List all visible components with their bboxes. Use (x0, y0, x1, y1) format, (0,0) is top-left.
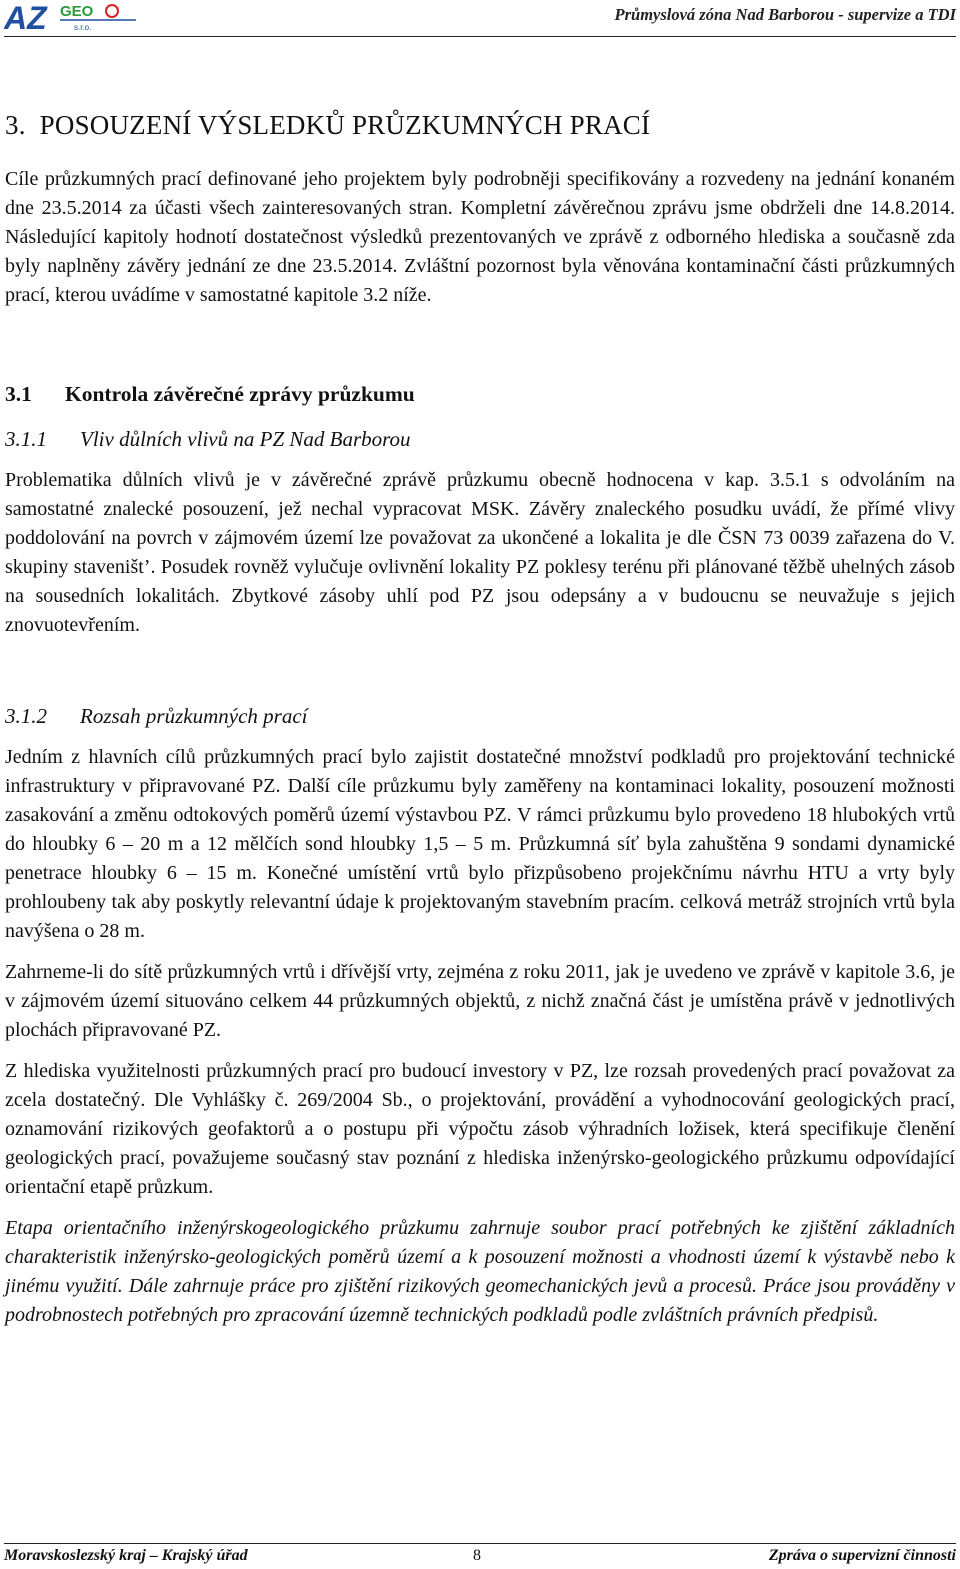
paragraph: Zahrneme-li do sítě průzkumných vrtů i dřívější vrty, zejména z roku 2011, jak je uvedeno ve zprávě v kapitole 3.6, je v zájmovém území situováno celkem 44 průzkumných objektů, z nichž značná část je umístěna právě v jednotlivých plochách připravované PZ. (5, 961, 955, 1041)
section-title: Vliv důlních vlivů na PZ Nad Barborou (80, 427, 411, 451)
footer-right: Zpráva o supervizní činnosti (768, 1547, 956, 1564)
footer-divider (4, 1543, 956, 1544)
company-logo (4, 2, 144, 32)
page-footer (0, 1535, 960, 1569)
page-number: 8 (473, 1547, 481, 1564)
section-number: 3.1 (5, 382, 32, 406)
logo-sro-text: s.r.o. (74, 23, 92, 32)
logo-geo-text: GEO (60, 3, 94, 20)
section-number: 3.1.2 (5, 704, 47, 728)
paragraph: Problematika důlních vlivů je v závěrečné zprávě průzkumu obecně hodnocena v kap. 3.5.1 s odvoláním na samostatné znalecké posouzení, jež nechal vypracovat MSK. Závěry znaleckého posudku uvádí, že přímé vlivy poddolování na povrch v zájmovém území lze považovat za ukončené a lokalita je dle ČSN 73 0039 zařazena do V. skupiny staveništ’. Posudek rovněž vylučuje ovlivnění lokality PZ poklesy terénu při plánované těžbě uhelných zásob na sousedních lokalitách. Zbytkové zásoby uhlí pod PZ jsou odepsány a v budoucnu se neuvažuje s jejich znovuotevřením. (5, 469, 955, 636)
section-3-heading (5, 110, 955, 141)
logo-az-text: AZ (4, 2, 47, 32)
section-3-1-heading (5, 382, 955, 407)
section-number: 3.1.1 (5, 427, 47, 451)
footer-left: Moravskoslezský kraj – Krajský úřad (4, 1547, 248, 1564)
paragraph: Etapa orientačního inženýrskogeologického průzkumu zahrnuje soubor prací potřebných ke zjištění základních charakteristik inženýrsko-geologických poměrů území a k posouzení možnosti a vhodnosti území k výstavbě nebo k jinému využití. Dále zahrnuje práce pro zjištění rizikových geomechanických jevů a procesů. Práce jsou prováděny v podrobnostech potřebných pro zpracování územně technických podkladů podle zvláštních právních předpisů. (5, 1217, 955, 1326)
header-divider (4, 36, 956, 37)
document-body (5, 110, 955, 1330)
section-title: POSOUZENÍ VÝSLEDKŮ PRŮZKUMNÝCH PRACÍ (39, 110, 651, 140)
header-title: Průmyslová zóna Nad Barborou - supervize a TDI (614, 5, 956, 24)
section-title: Rozsah průzkumných prací (80, 704, 308, 728)
section-3-1-2-heading (5, 704, 955, 729)
page-header (0, 0, 960, 40)
section-3-1-1-heading (5, 427, 955, 452)
paragraph: Z hlediska využitelnosti průzkumných prací pro budoucí investory v PZ, lze rozsah provedených prací považovat za zcela dostatečný. Dle Vyhlášky č. 269/2004 Sb., o projektování, provádění a vyhodnocování geologických prací, oznamování rizikových geofaktorů a o postupu při výpočtu zásob výhradních ložisek, která specifikuje členění geologických prací, považujeme současný stav poznání z hlediska inženýrsko-geologického průzkumu odpovídající orientační etapě průzkum. (5, 1060, 955, 1198)
paragraph: Jedním z hlavních cílů průzkumných prací bylo zajistit dostatečné množství podkladů pro projektování technické infrastruktury v připravované PZ. Další cíle průzkumu byly zaměřeny na kontaminaci lokality, posouzení možnosti zasakování a změnu odtokových poměrů území výstavbou PZ. V rámci průzkumu bylo provedeno 18 hlubokých vrtů do hloubky 6 – 20 m a 12 mělčích sond hloubky 1,5 – 5 m. Průzkumná síť byla zahuštěna 9 sondami dynamické penetrace hloubky 6 – 15 m. Konečné umístění vrtů bylo přizpůsobeno projekčnímu návrhu HTU a vrty byly prohloubeny tak aby poskytly relevantní údaje k projektovaným stavebním pracím. celková metráž strojních vrtů byla navýšena o 28 m. (5, 746, 955, 942)
globe-icon (106, 5, 118, 17)
section-number: 3. (5, 110, 26, 140)
paragraph: Cíle průzkumných prací definované jeho projektem byly podrobněji specifikovány a rozvedeny na jednání konaném dne 23.5.2014 za účasti všech zainteresovaných stran. Kompletní závěrečnou zprávu jsme obdrželi dne 14.8.2014. Následující kapitoly hodnotí dostatečnost výsledků prezentovaných ve zprávě z odborného hlediska a současně zda byly naplněny závěry jednání ze dne 23.5.2014. Zvláštní pozornost byla věnována kontaminační části průzkumných prací, kterou uvádíme v samostatné kapitole 3.2 níže. (5, 168, 955, 306)
section-title: Kontrola závěrečné zprávy průzkumu (65, 382, 415, 406)
